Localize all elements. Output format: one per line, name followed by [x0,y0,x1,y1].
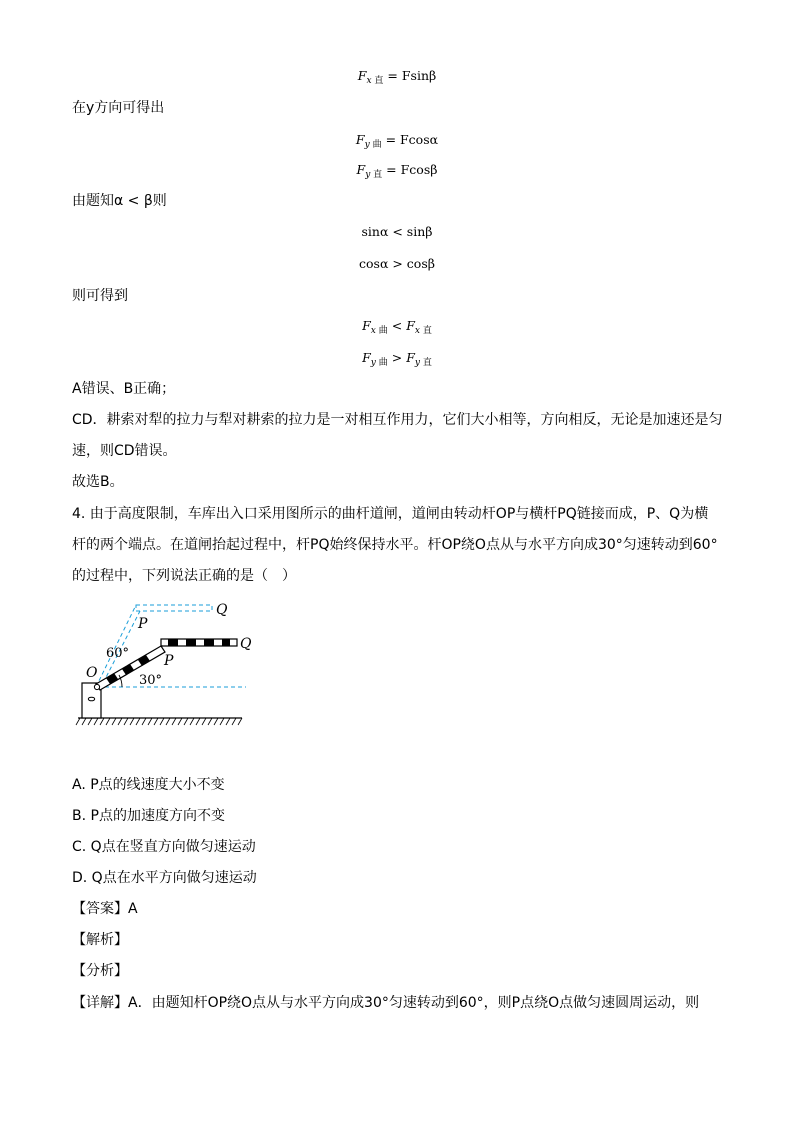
text-choose: 故选B。 [72,474,124,490]
answer-value: A [128,901,138,917]
equation-fx-straight: $F_{x 直} = Fsin\beta$ [357,68,437,86]
text-then: 则可得到 [72,288,128,304]
equation-fy-straight: $F_{y 直} = Fcos\beta$ [356,162,438,180]
equation-sin-compare: sinα < sinβ [361,224,433,239]
answer-line [72,899,732,919]
answer-tag: 【答案】 [72,901,128,917]
option-a: A. P点的线速度大小不变 [72,777,225,793]
text-y-direction: 在y方向可得出 [72,100,165,116]
text-ab-result: A错误、B正确； [72,381,176,397]
label-q-raised: Q [216,602,228,618]
detail-line [72,993,732,1013]
question-line2: 杆的两个端点。在道闸抬起过程中，杆PQ始终保持水平。杆OP绕O点从与水平方向成30°匀速转动到60° [72,537,718,553]
label-p-current: P [164,653,174,669]
option-d: D. Q点在水平方向做匀速运动 [72,870,257,886]
text-cd-line1: CD．耕索对犁的拉力与犁对耕索的拉力是一对相互作用力，它们大小相等，方向相反，无论是加速还是匀 [72,412,723,428]
option-c: C. Q点在竖直方向做匀速运动 [72,839,256,855]
equation-fx-compare: $F_{x 曲} < F_{x 直}$ [362,318,432,336]
bar-pq [161,639,237,646]
fenxi-tag: 【分析】 [72,963,128,979]
question-line3: 的过程中，下列说法正确的是（ ） [72,568,296,584]
equation-cos-compare: cosα > cosβ [359,256,435,271]
label-o: O [86,665,98,681]
label-angle-60: 60° [106,646,130,661]
analysis-tag: 【解析】 [72,932,128,948]
label-angle-30: 30° [139,673,163,688]
pivot-o [94,684,99,689]
text-cd-line2: 速，则CD错误。 [72,443,177,459]
equation-fy-compare: $F_{y 曲} > F_{y 直}$ [362,350,432,368]
question-line1: 4. 由于高度限制，车库出入口采用图所示的曲杆道闸，道闸由转动杆OP与横杆PQ链接而成，P、Q为横 [72,506,709,522]
equation-fy-curved: $F_{y 曲} = Fcos\alpha$ [355,132,439,150]
gate-figure [70,595,270,735]
detail-tag: 【详解】 [72,995,128,1011]
label-q-current: Q [240,636,252,652]
label-p-raised: P [138,616,148,632]
text-given: 由题知α < β则 [72,193,167,209]
ground-hatching [76,718,242,725]
option-b: B. P点的加速度方向不变 [72,808,225,824]
raised-bar [136,605,212,611]
detail-text: A．由题知杆OP绕O点从与水平方向成30°匀速转动到60°，则P点绕O点做匀速圆周运动，则 [128,995,700,1011]
